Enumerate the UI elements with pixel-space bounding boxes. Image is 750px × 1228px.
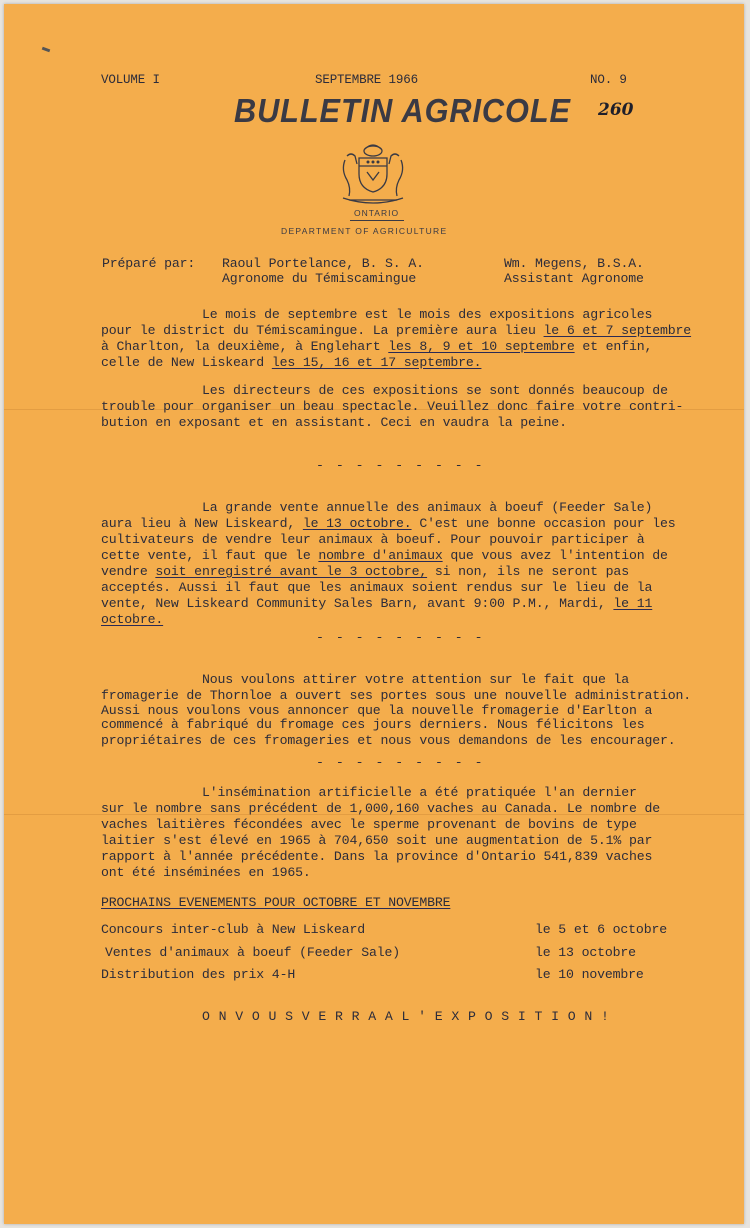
stray-mark [42, 47, 51, 53]
emphasis-highlight: nombre d'animaux [318, 548, 443, 563]
p2-line: trouble pour organiser un beau spectacle. Veuillez donc faire votre contri- [101, 399, 684, 414]
volume-label: VOLUME I [101, 73, 160, 87]
p4-line: propriétaires de ces fromageries et nous vous demandons de les encourager. [101, 733, 676, 748]
p3-line: cultivateurs de vendre leur animaux à boeuf. Pour pouvoir participer à [101, 532, 645, 547]
date-highlight: le 11 [613, 596, 653, 611]
date-highlight: le 6 et 7 septembre [543, 323, 692, 338]
closing-line: O N V O U S V E R R A A L ' E X P O S I T I O N ! [202, 1009, 610, 1024]
p5-line: laitier s'est élevé en 1965 à 704,650 soit une augmentation de 5.1% par [101, 833, 653, 848]
p3-line [101, 612, 163, 628]
p3-line: cette vente, il faut que le nombre d'animaux que vous avez l'intention de [101, 548, 668, 563]
p3-line: aura lieu à New Liskeard, le 13 octobre. C'est une bonne occasion pour les [101, 516, 676, 531]
p5-line: L'insémination artificielle a été pratiquée l'an dernier [202, 785, 637, 800]
event-name: Concours inter-club à New Liskeard [101, 922, 365, 937]
dept-rule [350, 220, 404, 221]
bulletin-title: BULLETIN AGRICOLE [234, 92, 571, 129]
event-name: Ventes d'animaux à boeuf (Feeder Sale) [105, 945, 401, 960]
p1-line: Le mois de septembre est le mois des expositions agricoles [202, 307, 653, 322]
section-separator: - - - - - - - - - [316, 630, 485, 645]
p3-line: La grande vente annuelle des animaux à boeuf (Feeder Sale) [202, 500, 653, 515]
p3-line: vendre soit enregistré avant le 3 octobre, si non, ils ne seront pas [101, 564, 629, 579]
date-highlight: octobre. [101, 612, 164, 627]
issue-number: NO. 9 [590, 73, 627, 87]
author1-name: Raoul Portelance, B. S. A. [222, 256, 424, 271]
p4-line: Nous voulons attirer votre attention sur le fait que la [202, 672, 630, 687]
p3-line: vente, New Liskeard Community Sales Barn, avant 9:00 P.M., Mardi, le 11 [101, 596, 653, 611]
p5-line: sur le nombre sans précédent de 1,000,160 vaches au Canada. Le nombre de [101, 801, 660, 816]
event-date: le 5 et 6 octobre [535, 922, 667, 937]
section-separator: - - - - - - - - - [316, 755, 485, 770]
p5-line: rapport à l'année précédente. Dans la province d'Ontario 541,839 vaches [101, 849, 653, 864]
p2-line: Les directeurs de ces expositions se sont donnés beaucoup de [202, 383, 668, 398]
ontario-label: ONTARIO [354, 208, 400, 218]
p1-line: pour le district du Témiscamingue. La première aura lieu le 6 et 7 septembre [101, 323, 692, 338]
p4-line: fromagerie de Thornloe a ouvert ses portes sous une nouvelle administration. [101, 688, 692, 703]
department-label: DEPARTMENT OF AGRICULTURE [281, 226, 448, 236]
deadline-highlight: soit enregistré avant le 3 octobre, [155, 564, 428, 579]
p5-line: ont été inséminées en 1965. [101, 865, 311, 880]
issue-date: SEPTEMBRE 1966 [315, 73, 418, 87]
events-heading: PROCHAINS EVENEMENTS POUR OCTOBRE ET NOVEMBRE [101, 895, 451, 910]
ontario-coat-of-arms-icon [337, 142, 409, 206]
event-date: le 13 octobre [535, 945, 636, 960]
author2-role: Assistant Agronome [504, 271, 644, 286]
p3-line: acceptés. Aussi il faut que les animaux soient rendus sur le lieu de la [101, 580, 653, 595]
bulletin-page [4, 4, 744, 1224]
p4-line: commencé à fabriqué du fromage ces jours derniers. Nous félicitons les [101, 717, 645, 732]
handwritten-number: 260 [598, 100, 634, 120]
date-highlight: les 8, 9 et 10 septembre [388, 339, 575, 354]
p4-line: Aussi nous voulons vous annoncer que la nouvelle fromagerie d'Earlton a [101, 703, 653, 718]
date-highlight: les 15, 16 et 17 septembre. [271, 355, 482, 370]
author1-role: Agronome du Témiscamingue [222, 271, 417, 286]
event-date: le 10 novembre [535, 967, 644, 982]
section-separator: - - - - - - - - - [316, 458, 485, 473]
author2-name: Wm. Megens, B.S.A. [504, 256, 644, 271]
p5-line: vaches laitières fécondées avec le sperme provenant de bovins de type [101, 817, 637, 832]
p2-line: bution en exposant et en assistant. Ceci en vaudra la peine. [101, 415, 567, 430]
event-name: Distribution des prix 4-H [101, 967, 296, 982]
date-highlight: le 13 octobre. [302, 516, 412, 531]
prepared-by-label: Préparé par: [102, 256, 196, 271]
p1-line: celle de New Liskeard les 15, 16 et 17 septembre. [101, 355, 482, 370]
p1-line: à Charlton, la deuxième, à Englehart les 8, 9 et 10 septembre et enfin, [101, 339, 653, 354]
